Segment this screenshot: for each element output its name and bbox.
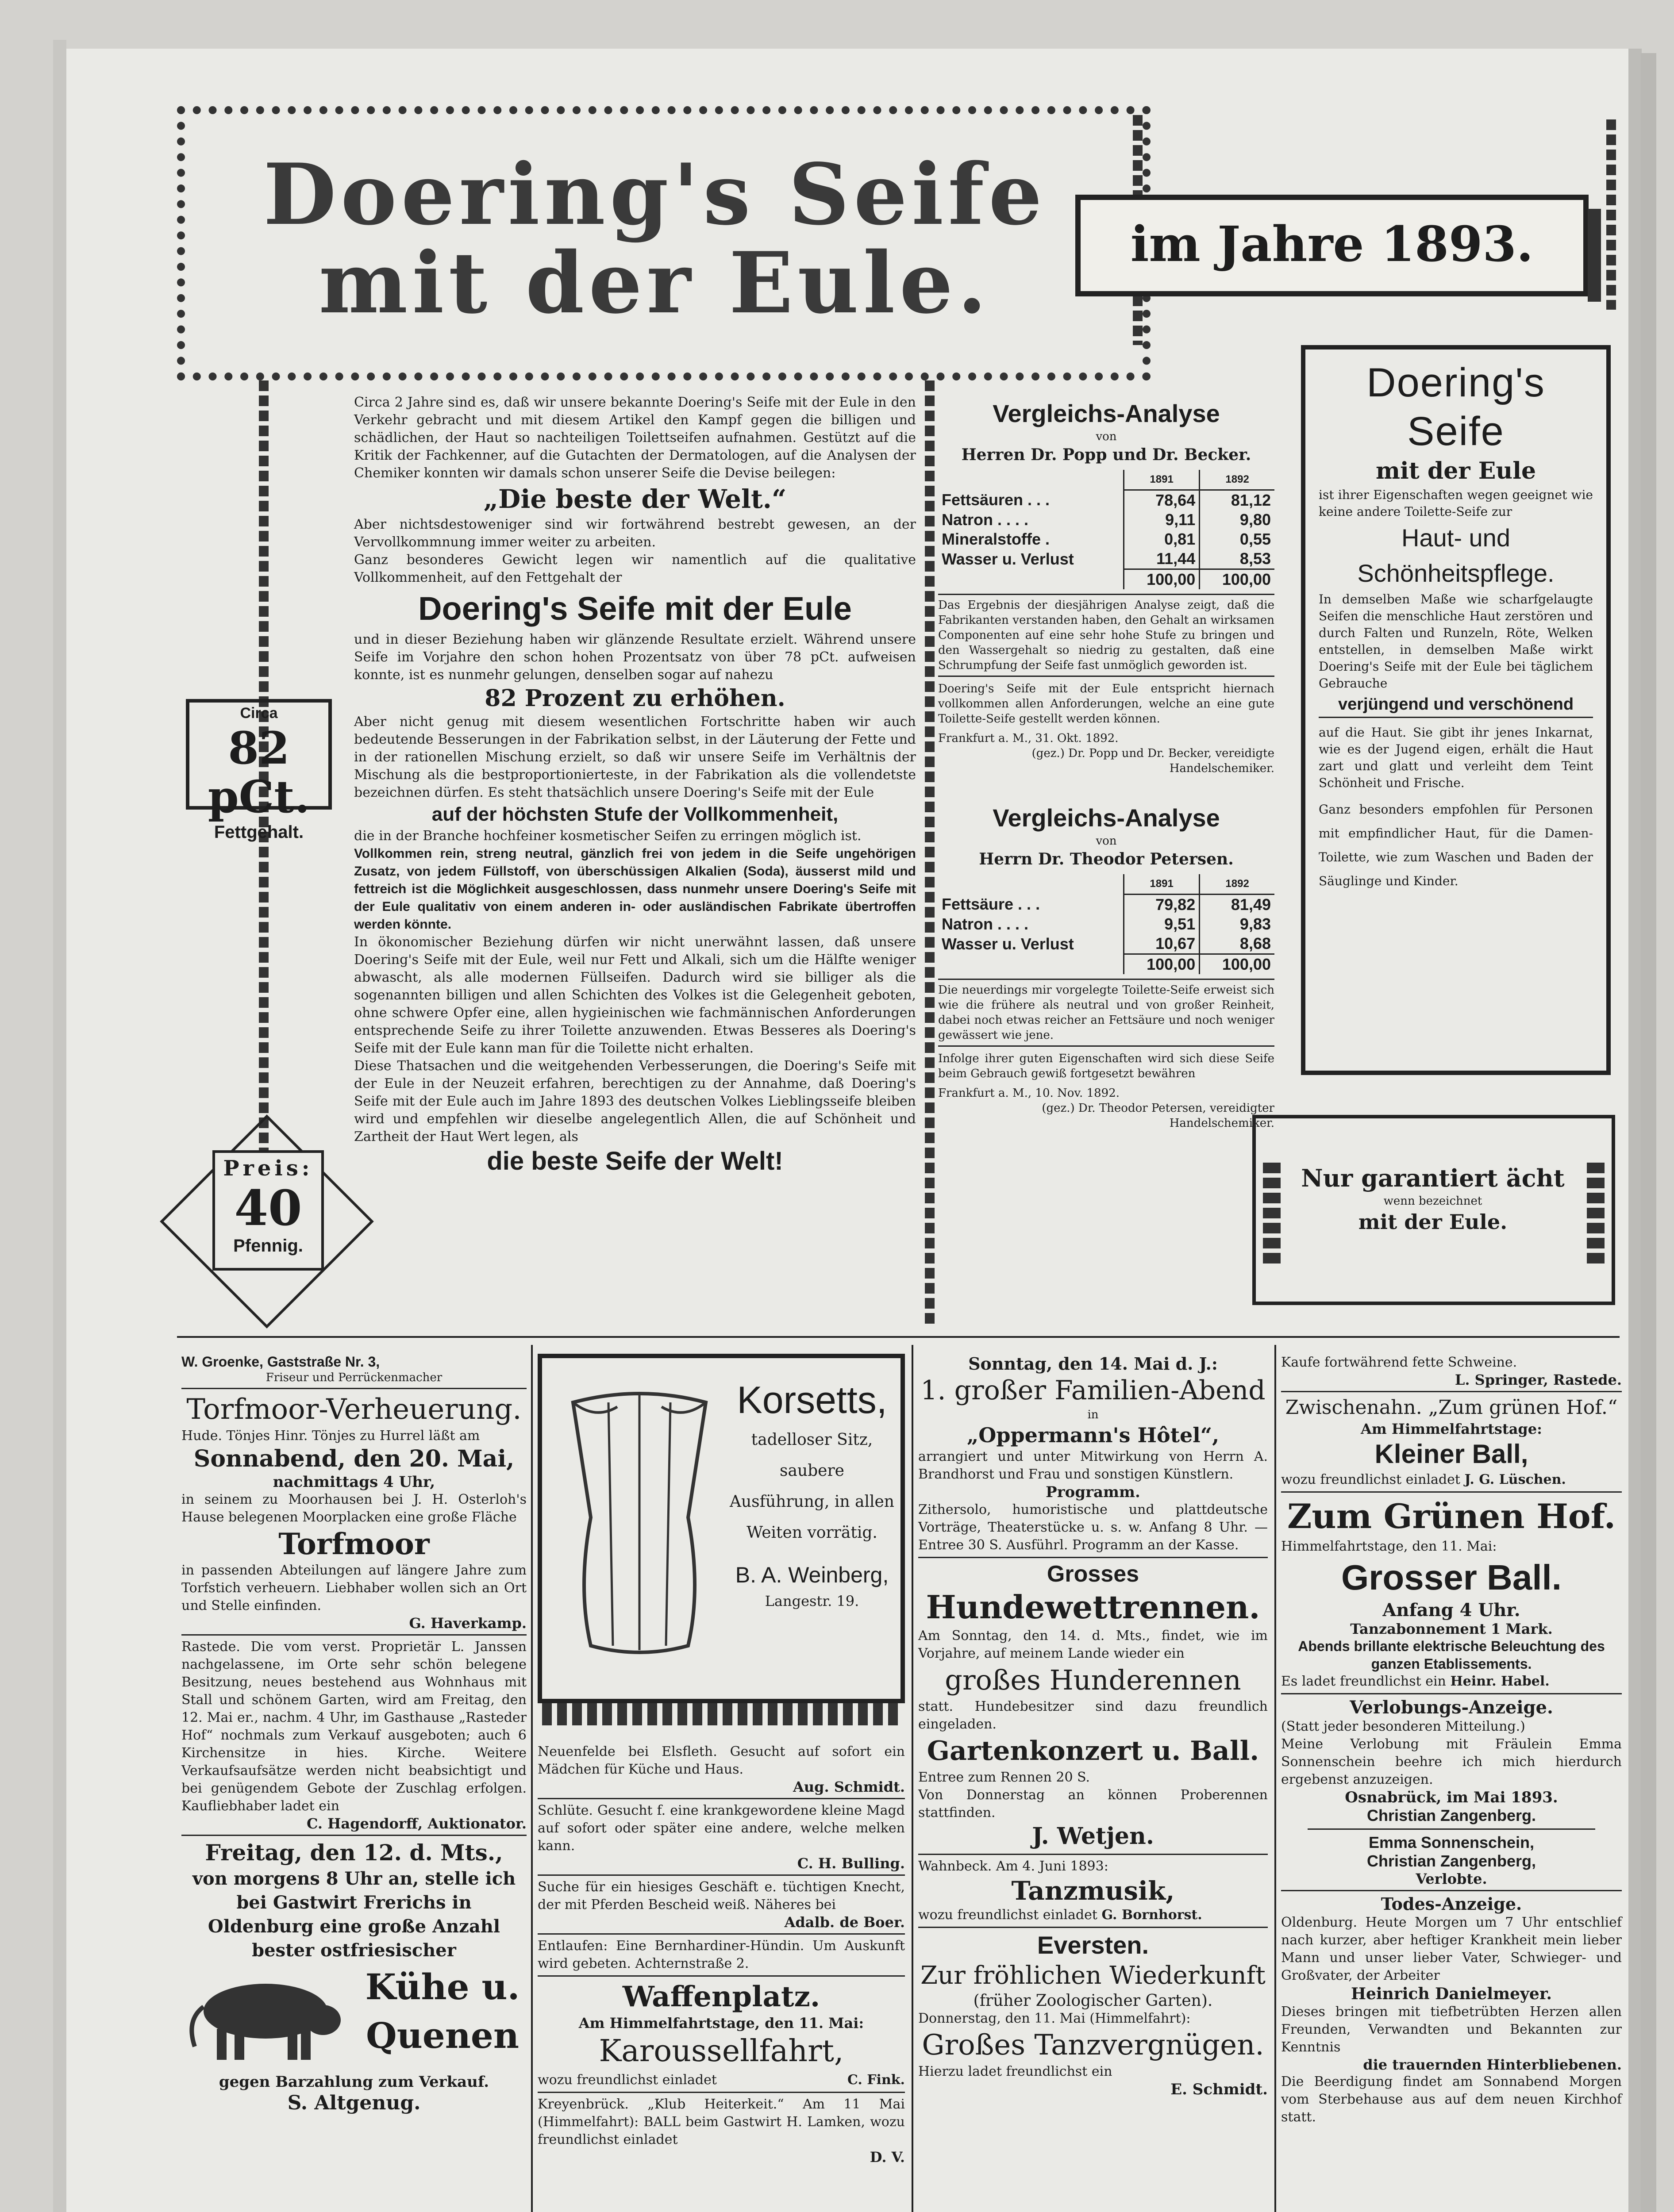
column-rule-1	[531, 1345, 533, 2212]
corset-icon	[555, 1385, 723, 1659]
eversten-sign: E. Schmidt.	[1170, 2081, 1268, 2098]
ad-p2: Aber nichtsdestoweniger sind wir fortwährend bestrebt gewesen, an der Vervollkommnung immer weiter zu arbeiten.	[354, 517, 916, 550]
kuh-date: Freitag, den 12. d. Mts.,	[205, 1839, 503, 1866]
table-row: Wasser u. Verlust 11,44 8,53	[938, 549, 1274, 569]
right-box-p2: In demselben Maße wie scharfgelaugte Seifen die menschliche Haut zerstören und durch Falten und Runzeln, Röte, Welken entstellen, in demselben Maße wirkt Doering's Seife mit der Eule bei täglichem Gebrauche	[1319, 592, 1593, 691]
ad-p5-big: auf der höchsten Stufe der Vollkommenheit,	[431, 803, 839, 825]
ad-p4-big: 82 Prozent zu erhöhen.	[485, 685, 785, 712]
ad-headline-mid: Doering's Seife mit der Eule	[418, 590, 852, 627]
familienabend-in: in	[1087, 1408, 1099, 1421]
verlobung-p2: Meine Verlobung mit Fräulein Emma Sonnenschein beehre ich mich hierdurch ergebenst anzuzeigen.	[1281, 1736, 1622, 1787]
right-box-pflege: Haut- und Schönheitspflege.	[1357, 524, 1555, 587]
analysis1-note2: Doering's Seife mit der Eule entspricht hiernach vollkommen allen Anforderungen, welche an eine gute Toilette-Seife gestellt werden können.	[938, 682, 1274, 726]
analysis2-place: Frankfurt a. M., 10. Nov. 1892.	[938, 1087, 1120, 1100]
gartenkonzert-sign: J. Wetjen.	[1032, 1823, 1154, 1850]
waffenplatz-date: Am Himmelfahrtstage, den 11. Mai:	[578, 2015, 864, 2032]
verlobung-n1: Emma Sonnenschein,	[1368, 1833, 1535, 1851]
gartenkonzert-p1: Entree zum Rennen 20 S.	[918, 1770, 1090, 1785]
column-rule-2	[912, 1345, 913, 2212]
ad-closing: die beste Seife der Welt!	[487, 1147, 783, 1175]
eversten-p1: (früher Zoologischer Garten).	[973, 1992, 1213, 2010]
fat-content-badge	[186, 699, 332, 842]
entlaufen-notice: Entlaufen: Eine Bernhardiner-Hündin. Um Auskunft wird gebeten. Achternstraße 2.	[538, 1938, 905, 1971]
neuenfelde-sign: Aug. Schmidt.	[793, 1778, 905, 1795]
right-box-p3: auf die Haut. Sie gibt ihr jenes Inkarnat, wie es der Jugend eigen, erhält die Haut zart und glatt und verleiht dem Teint Schönheit und Frische.	[1319, 725, 1593, 790]
section-divider	[177, 1336, 1620, 1338]
rastede-notice: Rastede. Die vom verst. Proprietär L. Janssen nachgelassene, im Orte sehr schön belegene Besitzung, neues bestehend aus Wohnhaus mit Stall und schönem Garten, wird am Freitag, den 12. Mai er., nachm. 4 Uhr, im Gasthause „Rasteder Hof“ nochmals zum Verkauf ausgeboten; auch 6 Kirchensitze in hies. Kirche. Weitere Verkaufsaufsätze werden nicht beabsichtigt und bei genügendem Gebote der Zuschlag erfolgen. Kaufliebhaber ladet ein	[181, 1639, 527, 1814]
wahnbeck-sign: G. Bornhorst.	[1101, 1907, 1202, 1923]
verlobung-place: Osnabrück, im Mai 1893.	[1345, 1789, 1558, 1806]
waffenplatz-big: Karoussellfahrt,	[599, 2034, 844, 2069]
torf-p3: in passenden Abteilungen auf längere Jahre zum Torfstich verheuern. Liebhaber wollen sich an Ort und Stelle einfinden.	[181, 1563, 527, 1613]
right-box	[1301, 345, 1611, 1075]
ad-body	[354, 394, 916, 1177]
analysis1-sign: (gez.) Dr. Popp und Dr. Becker, vereidigte Handelschemiker.	[1031, 747, 1274, 775]
corset-text: tadelloser Sitz, saubere Ausführung, in allen Weiten vorrätig.	[730, 1431, 894, 1542]
analysis1-von: von	[1096, 430, 1117, 443]
guarantee-box	[1252, 1115, 1615, 1305]
analysis2-authors: Herrn Dr. Theodor Petersen.	[979, 850, 1234, 868]
gruener-hof-sign: Heinr. Habel.	[1450, 1674, 1550, 1689]
analysis1-authors: Herren Dr. Popp und Dr. Becker.	[961, 445, 1251, 464]
year-1892: 1892	[1200, 470, 1274, 490]
waffenplatz-sign: C. Fink.	[847, 2072, 905, 2088]
torf-title: Torfmoor-Verheuerung.	[186, 1393, 522, 1426]
schluete-notice: Schlüte. Gesucht f. eine krankgewordene kleine Magd auf sofort oder später eine andere, welche melken kann.	[538, 1803, 905, 1854]
kaufe-notice: Kaufe fortwährend fette Schweine.	[1281, 1355, 1517, 1370]
zwischenahn-date: Am Himmelfahrtstage:	[1361, 1421, 1542, 1437]
ad-p6: die in der Branche hochfeiner kosmetischer Seifen zu erringen möglich ist.	[354, 828, 862, 844]
familienabend-date: Sonntag, den 14. Mai d. J.:	[968, 1354, 1218, 1374]
analysis2-sign: (gez.) Dr. Theodor Petersen, vereidigter Handelschemiker.	[1042, 1102, 1274, 1130]
wahnbeck-date: Wahnbeck. Am 4. Juni 1893:	[918, 1859, 1108, 1874]
eversten-big2: Großes Tanzvergnügen.	[922, 2029, 1264, 2062]
zwischenahn-sign: J. G. Lüschen.	[1464, 1472, 1566, 1487]
todes-sign: die trauernden Hinterbliebenen.	[1363, 2056, 1622, 2073]
analysis2-table: 1891 1892 Fettsäure . . . 79,82 81,49 Natron . . . . 9,51 9,83 Wasser u. Verlust 10,67 8,68 100,00 100,00	[938, 874, 1274, 974]
familienabend-programm: Programm.	[1046, 1483, 1140, 1501]
gruener-hof-p1: Tanzabonnement 1 Mark.	[1350, 1621, 1553, 1637]
table-row: Fettsäure . . . 79,82 81,49	[938, 895, 1274, 915]
guarantee-bar-right	[1587, 1163, 1605, 1264]
column-rule-3	[1274, 1345, 1276, 2212]
ad-p9: Diese Thatsachen und die weitgehenden Verbesserungen, die Doering's Seife mit der Eule in der Neuzeit erfahren, berechtigen zu der Annahme, daß Doering's Seife mit der Eule auch im Jahre 1893 des deutschen Volkes Lieblingsseife bleiben wird und empfehlen wir dieselbe angelegentlich Allen, die auf Schönheit und Zartheit der Haut Wert legen, als	[354, 1058, 916, 1144]
table-row: Mineralstoffe . 0,81 0,55	[938, 530, 1274, 549]
verlobung-name: Christian Zangenberg.	[1366, 1806, 1536, 1824]
verlobung-p1: (Statt jeder besonderen Mitteilung.)	[1281, 1719, 1525, 1734]
eversten-p2: Donnerstag, den 11. Mai (Himmelfahrt):	[918, 2011, 1191, 2026]
guarantee-line1: Nur garantiert ächt	[1301, 1164, 1565, 1192]
verlobung-title: Verlobungs-Anzeige.	[1350, 1697, 1553, 1718]
ad-motto: „Die beste der Welt.“	[483, 484, 787, 514]
gruener-hof-p2: Abends brillante elektrische Beleuchtung des ganzen Etablissements.	[1298, 1638, 1605, 1672]
analysis2-von: von	[1096, 834, 1117, 848]
gruener-hof-date: Himmelfahrtstage, den 11. Mai:	[1281, 1539, 1497, 1554]
todes-title: Todes-Anzeige.	[1381, 1894, 1522, 1914]
hunde-title: Hundewettrennen.	[926, 1588, 1260, 1626]
ad-p4: und in dieser Beziehung haben wir glänzende Resultate erzielt. Während unsere Seife im Vorjahre den schon hohen Prozentsatz von über 78 pCt. aufweisen konnte, ist es nunmehr gelungen, denselben sogar auf nahezu	[354, 632, 916, 683]
todes-p2: Dieses bringen mit tiefbetrübten Herzen allen Freunden, Verwandten und Bekannten zur Kenntnis	[1281, 2004, 1622, 2055]
kuh-big2: Quenen	[366, 2015, 519, 2056]
cow-icon	[181, 1967, 350, 2064]
neuenfelde-notice: Neuenfelde bei Elsfleth. Gesucht auf sofort ein Mädchen für Küche und Haus.	[538, 1744, 905, 1777]
price-label: Preis:	[223, 1156, 313, 1181]
groenke-job: Friseur und Perrückenmacher	[266, 1371, 443, 1384]
ad-intro: Circa 2 Jahre sind es, daß wir unsere bekannte Doering's Seife mit der Eule in den Verkehr gebracht und mit diesem Artikel den Kampf gegen die billigen und schädlichen, der Haut so nachteiligen Toilettseifen aufnahmen. Gestützt auf die Kritik der Fachkenner, auf die Gutachten der Dermatologen, auf die Analysen der Chemiker konnten wir damals schon unserer Seife die Devise beilegen:	[354, 395, 916, 481]
eversten-big: Zur fröhlichen Wiederkunft	[920, 1961, 1266, 1990]
zwischenahn-title: Zwischenahn. „Zum grünen Hof.“	[1285, 1396, 1618, 1419]
column-3	[918, 1354, 1268, 2098]
price-unit: Pfennig.	[233, 1236, 303, 1256]
torf-p1: Hude. Tönjes Hinr. Tönjes zu Hurrel läßt am	[181, 1428, 480, 1444]
gartenkonzert-title: Gartenkonzert u. Ball.	[927, 1736, 1259, 1767]
eversten-p3: Hierzu ladet freundlichst ein	[918, 2064, 1112, 2079]
table-row: Natron . . . . 9,11 9,80	[938, 510, 1274, 530]
table-row: Natron . . . . 9,51 9,83	[938, 914, 1274, 934]
todes-p3: Die Beerdigung findet am Sonnabend Morgen vom Sterbehause aus auf dem neuen Kirchhof statt.	[1281, 2074, 1622, 2125]
right-box-p1: ist ihrer Eigenschaften wegen geeignet wie keine andere Toilette-Seife zur	[1319, 488, 1593, 519]
torf-big: Torfmoor	[278, 1527, 430, 1561]
gruener-hof-big: Grosser Ball.	[1341, 1558, 1562, 1597]
corset-title: Korsetts,	[737, 1379, 887, 1421]
familienabend-programm-text: Zithersolo, humoristische und plattdeutsche Vorträge, Theaterstücke u. s. w. Anfang 8 Uhr. — Entree 30 S. Ausführl. Programm an der Kasse.	[918, 1502, 1268, 1553]
hunde-p2: statt. Hundebesitzer sind dazu freundlich eingeladen.	[918, 1699, 1268, 1732]
gartenkonzert-p2: Von Donnerstag an können Proberennen stattfinden.	[918, 1787, 1268, 1820]
verlobung-n2: Christian Zangenberg,	[1366, 1852, 1536, 1870]
kuh-big1: Kühe u.	[365, 1966, 520, 2008]
analysis2-title: Vergleichs-Analyse	[993, 804, 1220, 832]
hunde-big: großes Hunderennen	[945, 1664, 1241, 1696]
badge-percent: 82 pCt.	[208, 722, 310, 823]
familienabend-text: arrangiert und unter Mitwirkung von Herrn A. Brandhorst und Frau und sonstigen Künstlern.	[918, 1449, 1268, 1482]
ad-p3: Ganz besonderes Gewicht legen wir namentlich auf die qualitative Vollkommenheit, auf den Fettgehalt der	[354, 552, 916, 585]
badge-fett: Fettgehalt.	[214, 822, 304, 842]
column-4	[1281, 1354, 1622, 2126]
schluete-sign: C. H. Bulling.	[797, 1855, 905, 1872]
column-2	[538, 1354, 905, 2166]
table-total: 100,00 100,00	[938, 954, 1274, 975]
page-shadow	[53, 40, 66, 2212]
corset-bar	[542, 1703, 900, 1725]
kreyenbrueck-notice: Kreyenbrück. „Klub Heiterkeit.“ Am 11 Mai (Himmelfahrt): BALL beim Gastwirt H. Lamken, wozu freundlichst einladet	[538, 2097, 905, 2147]
torf-sign: G. Haverkamp.	[409, 1615, 527, 1632]
kuh-p2: gegen Barzahlung zum Verkauf.	[219, 2073, 489, 2091]
analysis-column	[938, 398, 1274, 1131]
year-1891: 1891	[1124, 470, 1200, 490]
rastede-sign: C. Hagendorff, Auktionator.	[306, 1815, 527, 1832]
guarantee-line2: wenn bezeichnet	[1383, 1194, 1482, 1208]
table-total: 100,00 100,00	[938, 569, 1274, 590]
ad-p8: In ökonomischer Beziehung dürfen wir nicht unerwähnt lassen, daß unsere Doering's Seife mit der Eule, weil nur Fett und Alkali, sich um die Hälfte weniger abwascht, als alle modernen Füllseifen. Dadurch wird sie billiger als die sogenannten billigen und allen Schichten des Volkes ist die Gelegenheit geboten, ohne schwere Opfer eine, allen hygieinischen wie fachmännischen Anforderungen entsprechende Seife zu ihrer Toilette anzuwenden. Etwas Besseres als Doering's Seife mit der Eule kann man für die Toilette nicht erhalten.	[354, 934, 916, 1056]
ad-p5: Aber nicht genug mit diesem wesentlichen Fortschritte haben wir auch bedeutende Besserungen in der Fabrikation selbst, in der Läuterung der Fette und in der rationellen Mischung erzielt, so daß wir unsere Seife im Verhältnis der Mischung als die bestproportionierteste, in der Fabrikation als die vollendetste bezeichnen dürfen. Es steht thatsächlich unsere Doering's Seife mit der Eule	[354, 714, 916, 800]
todes-p1: Oldenburg. Heute Morgen um 7 Uhr entschlief nach kurzer, aber heftiger Krankheit mein lieber Mann und unser lieber Vater, Schwieger- und Großvater, der Arbeiter	[1281, 1915, 1622, 1983]
eversten-title: Eversten.	[1037, 1931, 1149, 1959]
right-box-subtitle: mit der Eule	[1375, 457, 1536, 484]
year-banner: im Jahre 1893.	[1075, 195, 1589, 296]
analysis1-note: Das Ergebnis der diesjährigen Analyse zeigt, daß die Fabrikanten verstanden haben, den Gehalt an wirksamen Componenten auf eine sehr hohe Stufe zu bringen und den Wassergehalt so niedrig zu gestalten, daß eine Schrumpfung der Seife fast unmöglich geworden ist.	[938, 594, 1274, 677]
zwischenahn-big: Kleiner Ball,	[1374, 1439, 1528, 1469]
familienabend-title: 1. großer Familien-Abend	[920, 1375, 1266, 1406]
kuh-sign: S. Altgenug.	[287, 2092, 421, 2114]
price-box	[212, 1150, 324, 1271]
column-1	[181, 1354, 527, 2116]
hunde-p1: Am Sonntag, den 14. d. Mts., findet, wie im Vorjahre, auf meinem Lande wieder ein	[918, 1628, 1268, 1661]
suche-notice: Suche für ein hiesiges Geschäft e. tüchtigen Knecht, der mit Pferden Bescheid weiß. Näheres bei	[538, 1879, 905, 1912]
guarantee-bar-left	[1263, 1163, 1281, 1264]
groenke-name: W. Groenke, Gaststraße Nr. 3,	[181, 1354, 380, 1370]
chain-bar-right	[925, 380, 935, 1327]
hunde-pre: Grosses	[1047, 1561, 1139, 1587]
gruener-hof-text: Es ladet freundlichst ein Heinr. Habel.	[1281, 1674, 1550, 1689]
ad-p7: Vollkommen rein, streng neutral, gänzlich frei von jedem in die Seife ungehörigen Zusatz, von jedem Füllstoff, von überschüssigen Alkalien (Soda), äusserst mild und fettreich ist die Möglichkeit ausgeschlossen, dass nunmehr unsere Doering's Seife mit der Eule qualitativ von einem anderen in- oder ausländischen Fabrikate übertroffen werden könnte.	[354, 846, 916, 932]
waffenplatz-title: Waffenplatz.	[622, 1980, 820, 2013]
wahnbeck-text: wozu freundlichst einladet G. Bornhorst.	[918, 1907, 1202, 1923]
torf-date: Sonnabend, den 20. Mai,	[193, 1445, 515, 1472]
right-box-title: Doering's Seife	[1366, 360, 1545, 454]
verlobung-n3: Verlobte.	[1416, 1870, 1487, 1887]
waffenplatz-text: wozu freundlichst einladet C. Fink.	[538, 2071, 905, 2089]
corset-name: B. A. Weinberg,	[735, 1563, 889, 1587]
gruener-hof-time: Anfang 4 Uhr.	[1382, 1600, 1520, 1621]
kreyenbrueck-sign: D. V.	[870, 2149, 905, 2166]
ad-title-line1: Doering's Seife	[263, 145, 1047, 244]
table-row: Fettsäuren . . . 78,64 81,12	[938, 490, 1274, 511]
analysis1-title: Vergleichs-Analyse	[993, 399, 1220, 427]
todes-name: Heinrich Danielmeyer.	[1351, 1985, 1552, 2003]
familienabend-hotel: „Oppermann's Hôtel“,	[966, 1423, 1220, 1447]
table-row: Wasser u. Verlust 10,67 8,68	[938, 934, 1274, 954]
analysis2-note: Die neuerdings mir vorgelegte Toilette-Seife erweist sich wie die frühere als neutral und von großer Reinheit, dabei noch etwas reicher an Fettsäure und noch weniger gewässert wie jene.	[938, 979, 1274, 1047]
gruener-hof-title: Zum Grünen Hof.	[1287, 1497, 1616, 1536]
ad-title-line2: mit der Eule.	[319, 234, 991, 332]
chain-bar-year	[1606, 119, 1616, 310]
torf-time: nachmittags 4 Uhr,	[273, 1473, 435, 1491]
zwischenahn-text: wozu freundlichst einladet J. G. Lüschen.	[1281, 1472, 1566, 1487]
wahnbeck-big: Tanzmusik,	[1011, 1876, 1175, 1906]
ad-title	[208, 145, 1102, 332]
analysis1-table	[938, 470, 1274, 589]
price-value: 40	[234, 1179, 302, 1237]
badge-circa: Circa	[240, 705, 278, 722]
kuh-p1: von morgens 8 Uhr an, stelle ich bei Gastwirt Frerichs in Oldenburg eine große Anzahl bester ostfriesischer	[192, 1868, 516, 1961]
right-box-p2-big: verjüngend und verschönend	[1319, 692, 1593, 718]
right-box-p4: Ganz besonders empfohlen für Personen mit empfindlicher Haut, für die Damen-Toilette, wie zum Waschen und Baden der Säuglinge und Kinder.	[1319, 802, 1593, 888]
suche-sign: Adalb. de Boer.	[784, 1914, 905, 1931]
kaufe-sign: L. Springer, Rastede.	[1455, 1371, 1622, 1388]
binding-strip	[1641, 53, 1656, 2212]
analysis2-note2: Infolge ihrer guten Eigenschaften wird sich diese Seife beim Gebrauch gewiß fortgesetzt bewähren	[938, 1052, 1274, 1080]
analysis1-place: Frankfurt a. M., 31. Okt. 1892.	[938, 732, 1119, 745]
torf-p2: in seinem zu Moorhausen bei J. H. Osterloh's Hause belegenen Moorplacken eine große Fläche	[181, 1492, 527, 1525]
corset-addr: Langestr. 19.	[765, 1593, 859, 1609]
guarantee-line3: mit der Eule.	[1358, 1210, 1508, 1234]
